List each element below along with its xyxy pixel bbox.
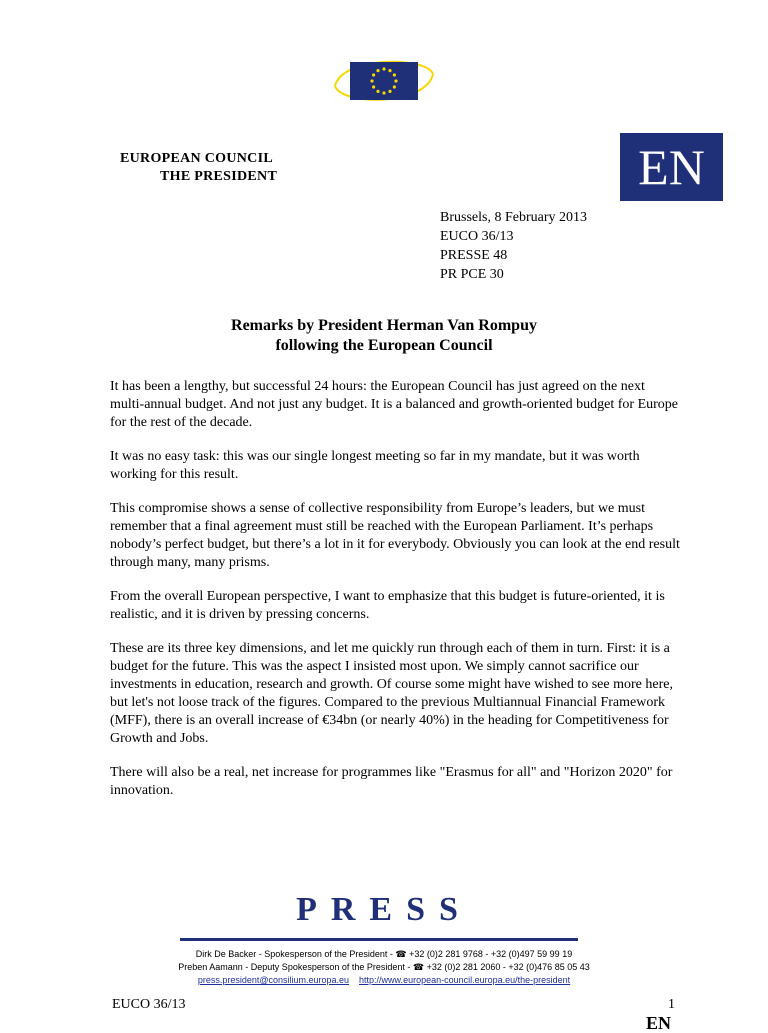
press-divider [180,938,578,941]
deputy-spokesperson-contact: Preben Aamann - Deputy Spokesperson of the President - ☎ +32 (0)2 281 2060 - +32 (0)476 85 05 43 [178,962,590,972]
press-links [0,974,768,987]
document-body [110,378,680,816]
logo-star-icon [376,90,379,93]
org-line-1: EUROPEAN COUNCIL [120,151,273,166]
paragraph: It was no easy task: this was our single longest meeting so far in my mandate, but it was worth working for this result. [110,449,640,482]
paragraph: From the overall European perspective, I want to emphasize that this budget is future-oriented, it is realistic, and it is driven by pressing concerns. [110,589,665,622]
press-contacts [0,948,768,987]
logo-star-icon [394,79,397,82]
press-heading: PRESS [296,891,472,928]
logo-star-icon [372,73,375,76]
document-title [0,316,768,356]
paragraph: It has been a lengthy, but successful 24 hours: the European Council has just agreed on the next multi-annual budget. And not just any budget. It is a balanced and growth-oriented budget for Europe for the rest of the decade. [110,379,679,430]
date-line: Brussels, 8 February 2013 [440,210,587,225]
logo-star-icon [382,91,385,94]
page-number: 1 [668,997,675,1012]
logo-star-icon [388,69,391,72]
website-link[interactable]: http://www.european-council.europa.eu/the-president [359,975,571,985]
european-council-logo-icon [332,50,436,110]
presse-ref: PRESSE 48 [440,248,508,263]
logo-star-icon [376,69,379,72]
logo-star-icon [393,85,396,88]
logo-star-icon [372,85,375,88]
title-line-2: following the European Council [275,337,493,354]
euco-ref: EUCO 36/13 [440,229,514,244]
footer-reference: EUCO 36/13 [112,997,186,1012]
paragraph: There will also be a real, net increase for programmes like "Erasmus for all" and "Horizon 2020" for innovation. [110,765,673,798]
org-line-2: THE PRESIDENT [160,169,278,184]
logo-star-icon [370,79,373,82]
paragraph: These are its three key dimensions, and let me quickly run through each of them in turn. First: it is a budget for the future. This was the aspect I insisted most upon. We simply cannot sacrifice our investments in education, research and growth. Of course some might have wished to see more here, but let's not loose track of the figures. Compared to the previous Multiannual Financial Framework (MFF), there is an overall increase of €34bn (or nearly 40%) in the heading for Competitiveness for Growth and Jobs. [110,641,673,746]
organization-name [120,150,277,186]
language-badge: EN [620,133,723,201]
reference-block [440,208,587,284]
spokesperson-contact: Dirk De Backer - Spokesperson of the President - ☎ +32 (0)2 281 9768 - +32 (0)497 59 99 19 [195,949,573,959]
paragraph: This compromise shows a sense of collective responsibility from Europe’s leaders, but we must remember that a final agreement must still be reached with the European Parliament. It’s perhaps nobody’s perfect budget, but there’s a lot in it for everybody. Obviously you can look at the end result through many, many prisms. [110,501,680,570]
logo-star-icon [388,90,391,93]
logo-star-icon [382,67,385,70]
title-line-1: Remarks by President Herman Van Rompuy [231,317,537,334]
footer-language: EN [646,1013,672,1033]
logo-star-icon [393,73,396,76]
pr-ref: PR PCE 30 [440,267,504,282]
press-email-link[interactable]: press.president@consilium.europa.eu [197,975,350,985]
